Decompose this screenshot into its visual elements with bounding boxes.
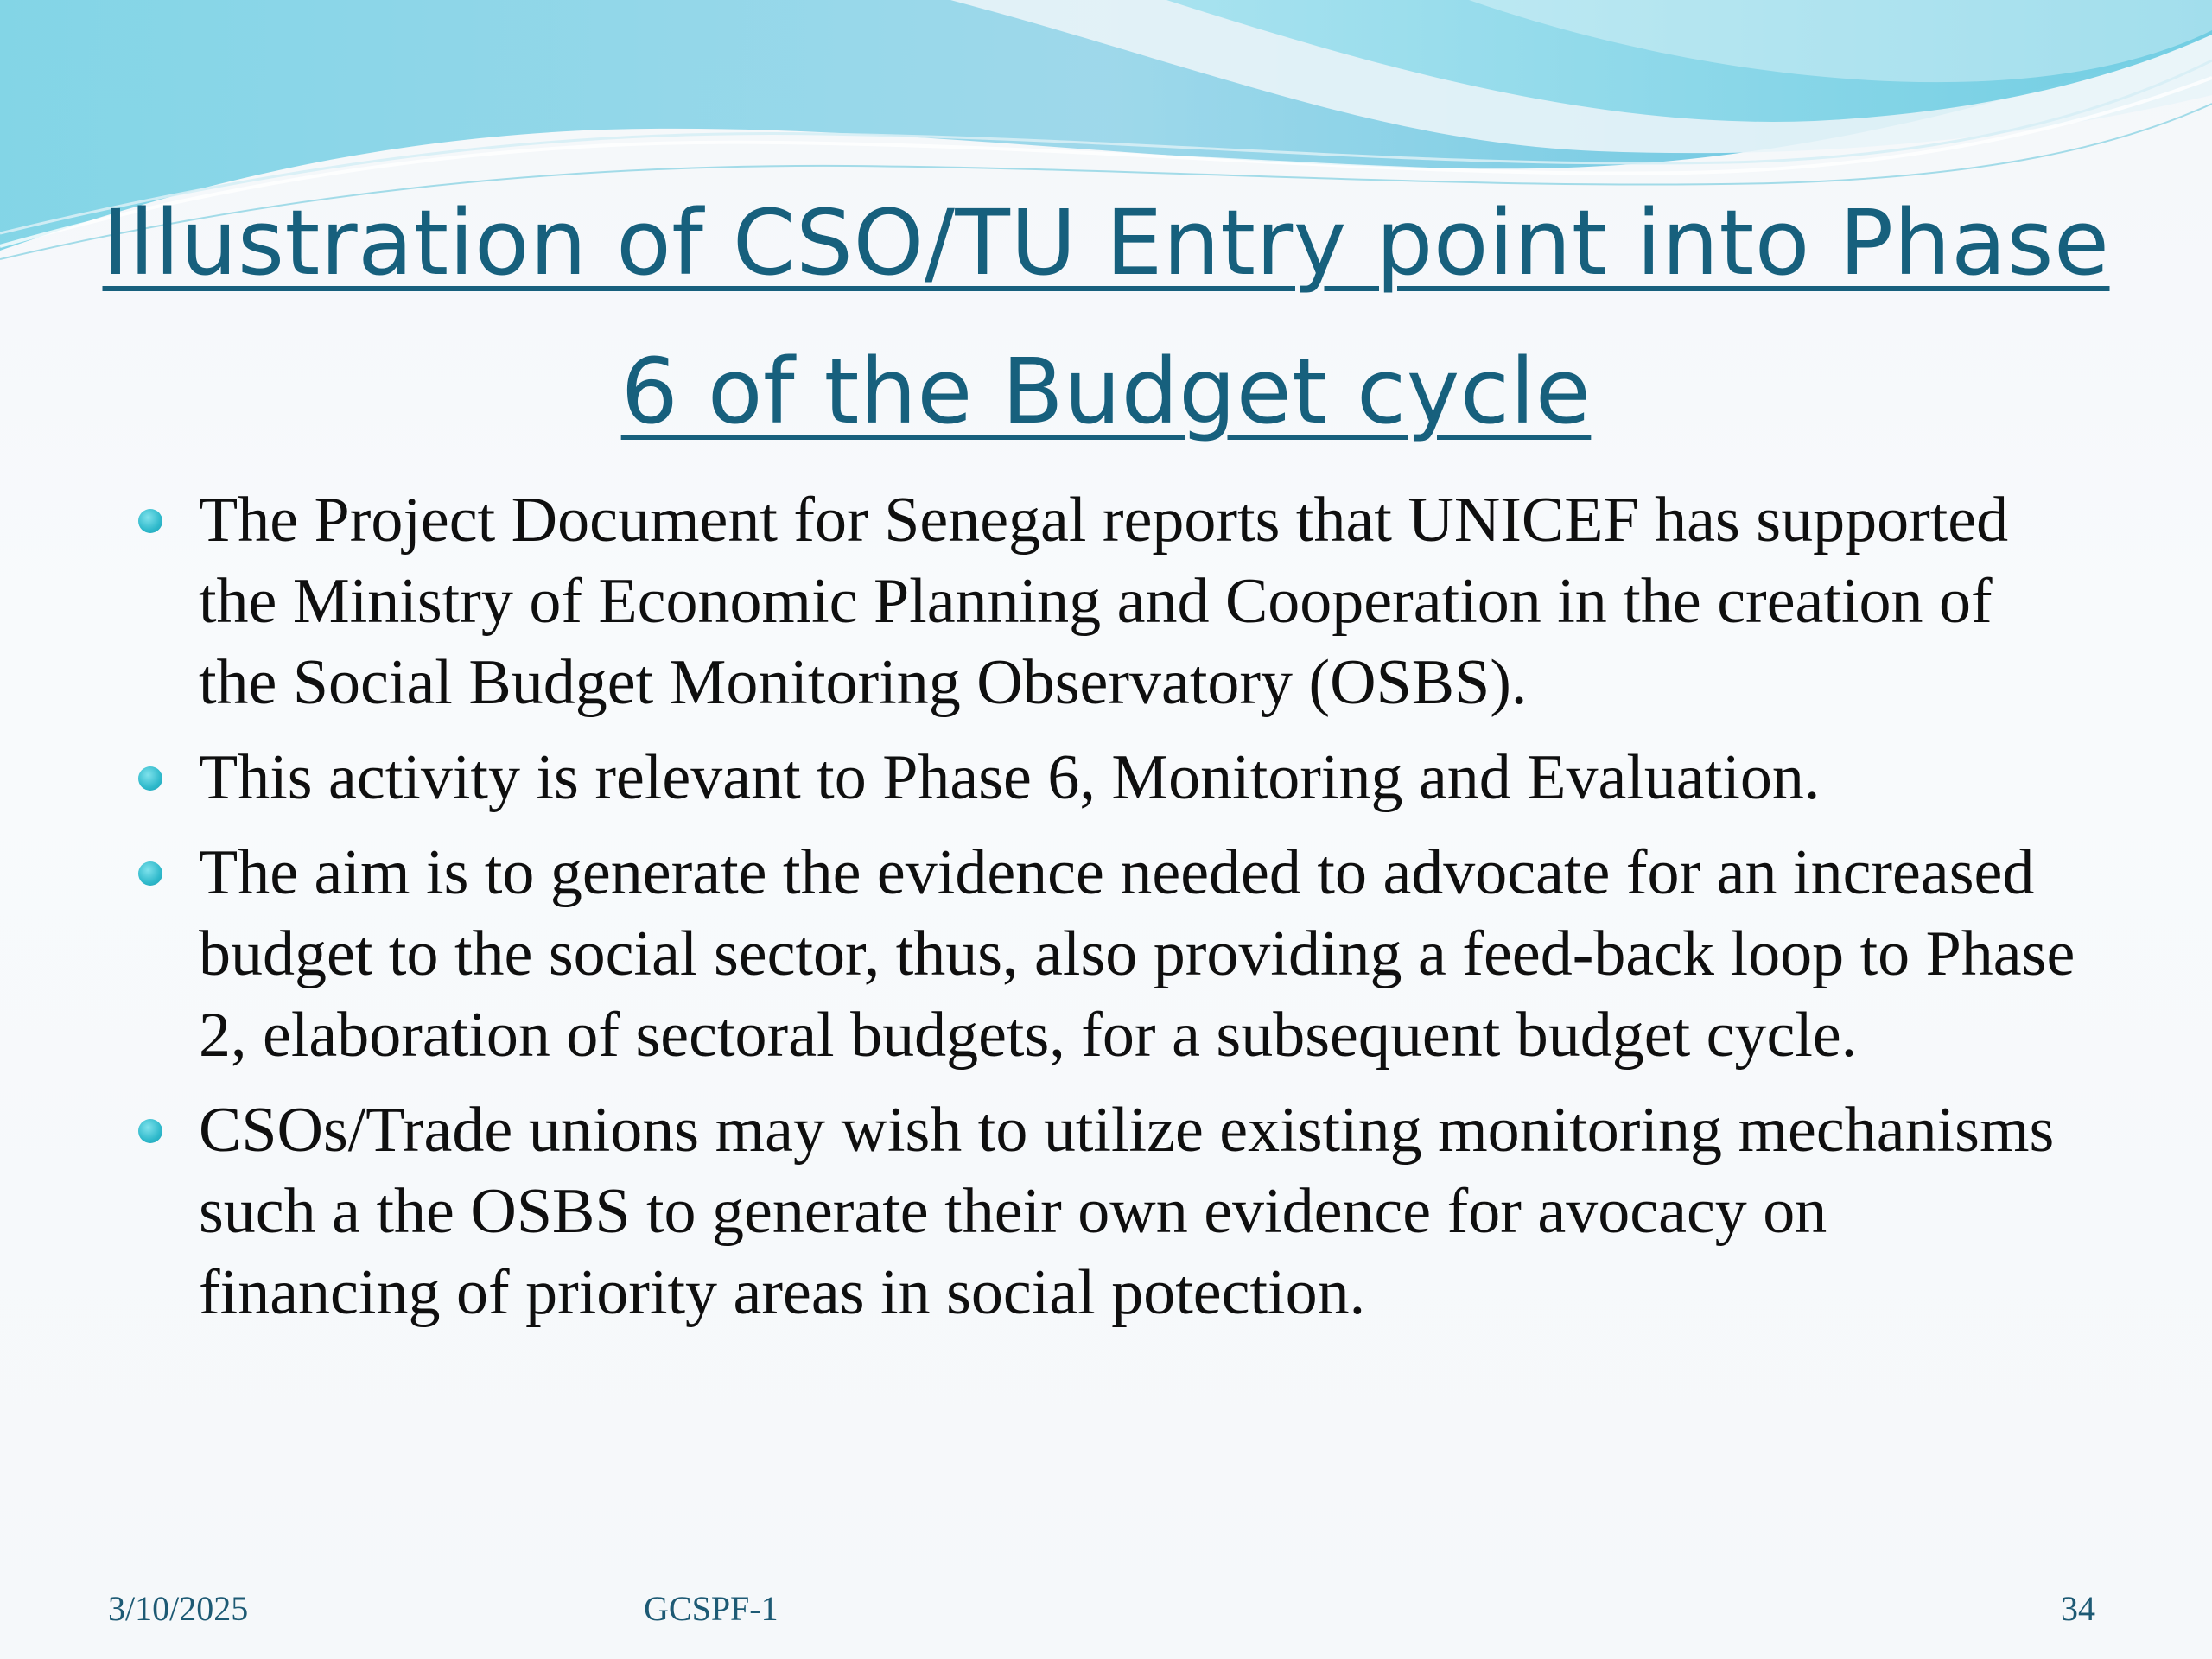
footer-date: 3/10/2025 [108, 1589, 249, 1628]
bullet-text: This activity is relevant to Phase 6, Monitoring and Evaluation. [199, 742, 1821, 813]
bullet-dot-icon [138, 861, 162, 886]
bullet-dot-icon [138, 1119, 162, 1143]
bullet-item [138, 1090, 2082, 1333]
bullet-item [138, 832, 2082, 1076]
bullet-text: The Project Document for Senegal reports that UNICEF has supported the Ministry of Economic Planning and Cooperation in the creation of the Social Budget Monitoring Observatory (OSBS). [199, 485, 2009, 718]
page-number: 34 [2061, 1589, 2095, 1628]
footer-label: GCSPF-1 [644, 1589, 779, 1628]
bullet-text: CSOs/Trade unions may wish to utilize existing monitoring mechanisms such a the OSBS to generate their own evidence for avocacy on financing of priority areas in social potection. [199, 1095, 2055, 1328]
bullet-list [138, 480, 2082, 1347]
bullet-text: The aim is to generate the evidence needed to advocate for an increased budget to the social sector, thus, also providing a feed-back loop to Phase 2, elaboration of sectoral budgets, for a subsequent budget cycle. [199, 837, 2075, 1071]
bullet-dot-icon [138, 509, 162, 533]
bullet-dot-icon [138, 766, 162, 791]
bullet-item [138, 480, 2082, 723]
slide-title: Illustration of CSO/TU Entry point into Phase 6 of the Budget cycle [102, 190, 2110, 444]
bullet-item [138, 737, 2082, 818]
